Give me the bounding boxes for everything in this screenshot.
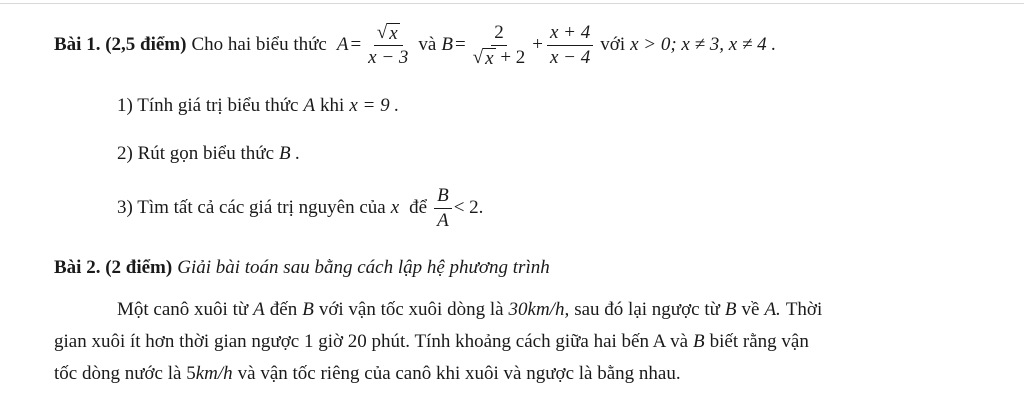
and-word: và <box>418 34 437 55</box>
bai2-paragraph-line-3: tốc dòng nước là 5 km/h và vận tốc riêng của canô khi xuôi và ngược là bằng nhau. <box>54 363 681 384</box>
fraction-a-denominator: x − 3 <box>368 46 409 68</box>
fraction-b1-numerator: 2 <box>491 22 507 46</box>
q1-condition: x = 9 . <box>349 95 400 116</box>
bai2-paragraph-line-2: gian xuôi ít hơn thời gian ngược 1 giờ 20 phút. Tính khoảng cách giữa hai bến A và B biết rằng vận <box>54 331 809 352</box>
condition: x > 0; x ≠ 3, x ≠ 4 . <box>630 34 777 55</box>
fraction-b2-denominator: x − 4 <box>550 46 591 68</box>
var-b: B <box>441 34 453 55</box>
question-3 <box>117 182 483 234</box>
q3-for: để <box>409 197 428 218</box>
plus-sign: + <box>532 34 543 55</box>
bai2-heading-line <box>54 256 550 280</box>
var-a: A <box>336 34 349 55</box>
equals-sign-b: = <box>454 34 466 55</box>
q1-when: khi <box>320 95 345 116</box>
q2-var: B . <box>279 143 301 164</box>
bai1-intro: Cho hai biểu thức <box>191 34 327 55</box>
q3-rest: < 2. <box>453 197 484 218</box>
question-2 <box>117 142 300 166</box>
equals-sign: = <box>350 34 362 55</box>
fraction-a <box>365 22 411 69</box>
bai2-subtitle: Giải bài toán sau bằng cách lập hệ phương trình <box>177 257 550 278</box>
fraction-b1: 2 √ x + 2 <box>472 21 526 69</box>
sqrt-x: √ x <box>376 21 398 44</box>
top-border <box>0 3 1024 4</box>
question-1 <box>117 94 399 118</box>
q3-var: x <box>390 197 400 218</box>
sqrt-x-den: √ x <box>472 46 494 69</box>
bai1-statement <box>54 20 776 70</box>
fraction-b-over-a: $\frac{B}{A}$ <box>434 185 452 232</box>
q1-var: A <box>303 95 316 116</box>
q3-text: 3) Tìm tất cả các giá trị nguyên của <box>117 197 386 218</box>
q2-text: 2) Rút gọn biểu thức <box>117 143 275 164</box>
fraction-b2 <box>547 22 593 69</box>
with-word: với <box>600 34 626 55</box>
bai2-heading: Bài 2. (2 điểm) <box>54 257 173 278</box>
bai2-paragraph-line-1: Một canô xuôi từ A đến B với vận tốc xuôi dòng là 30km/h, sau đó lại ngược từ B về A. Thời <box>117 299 823 320</box>
bai1-heading: Bài 1. (2,5 điểm) <box>54 34 187 55</box>
fraction-b2-numerator: x + 4 <box>547 22 593 46</box>
q1-text: 1) Tính giá trị biểu thức <box>117 95 299 116</box>
